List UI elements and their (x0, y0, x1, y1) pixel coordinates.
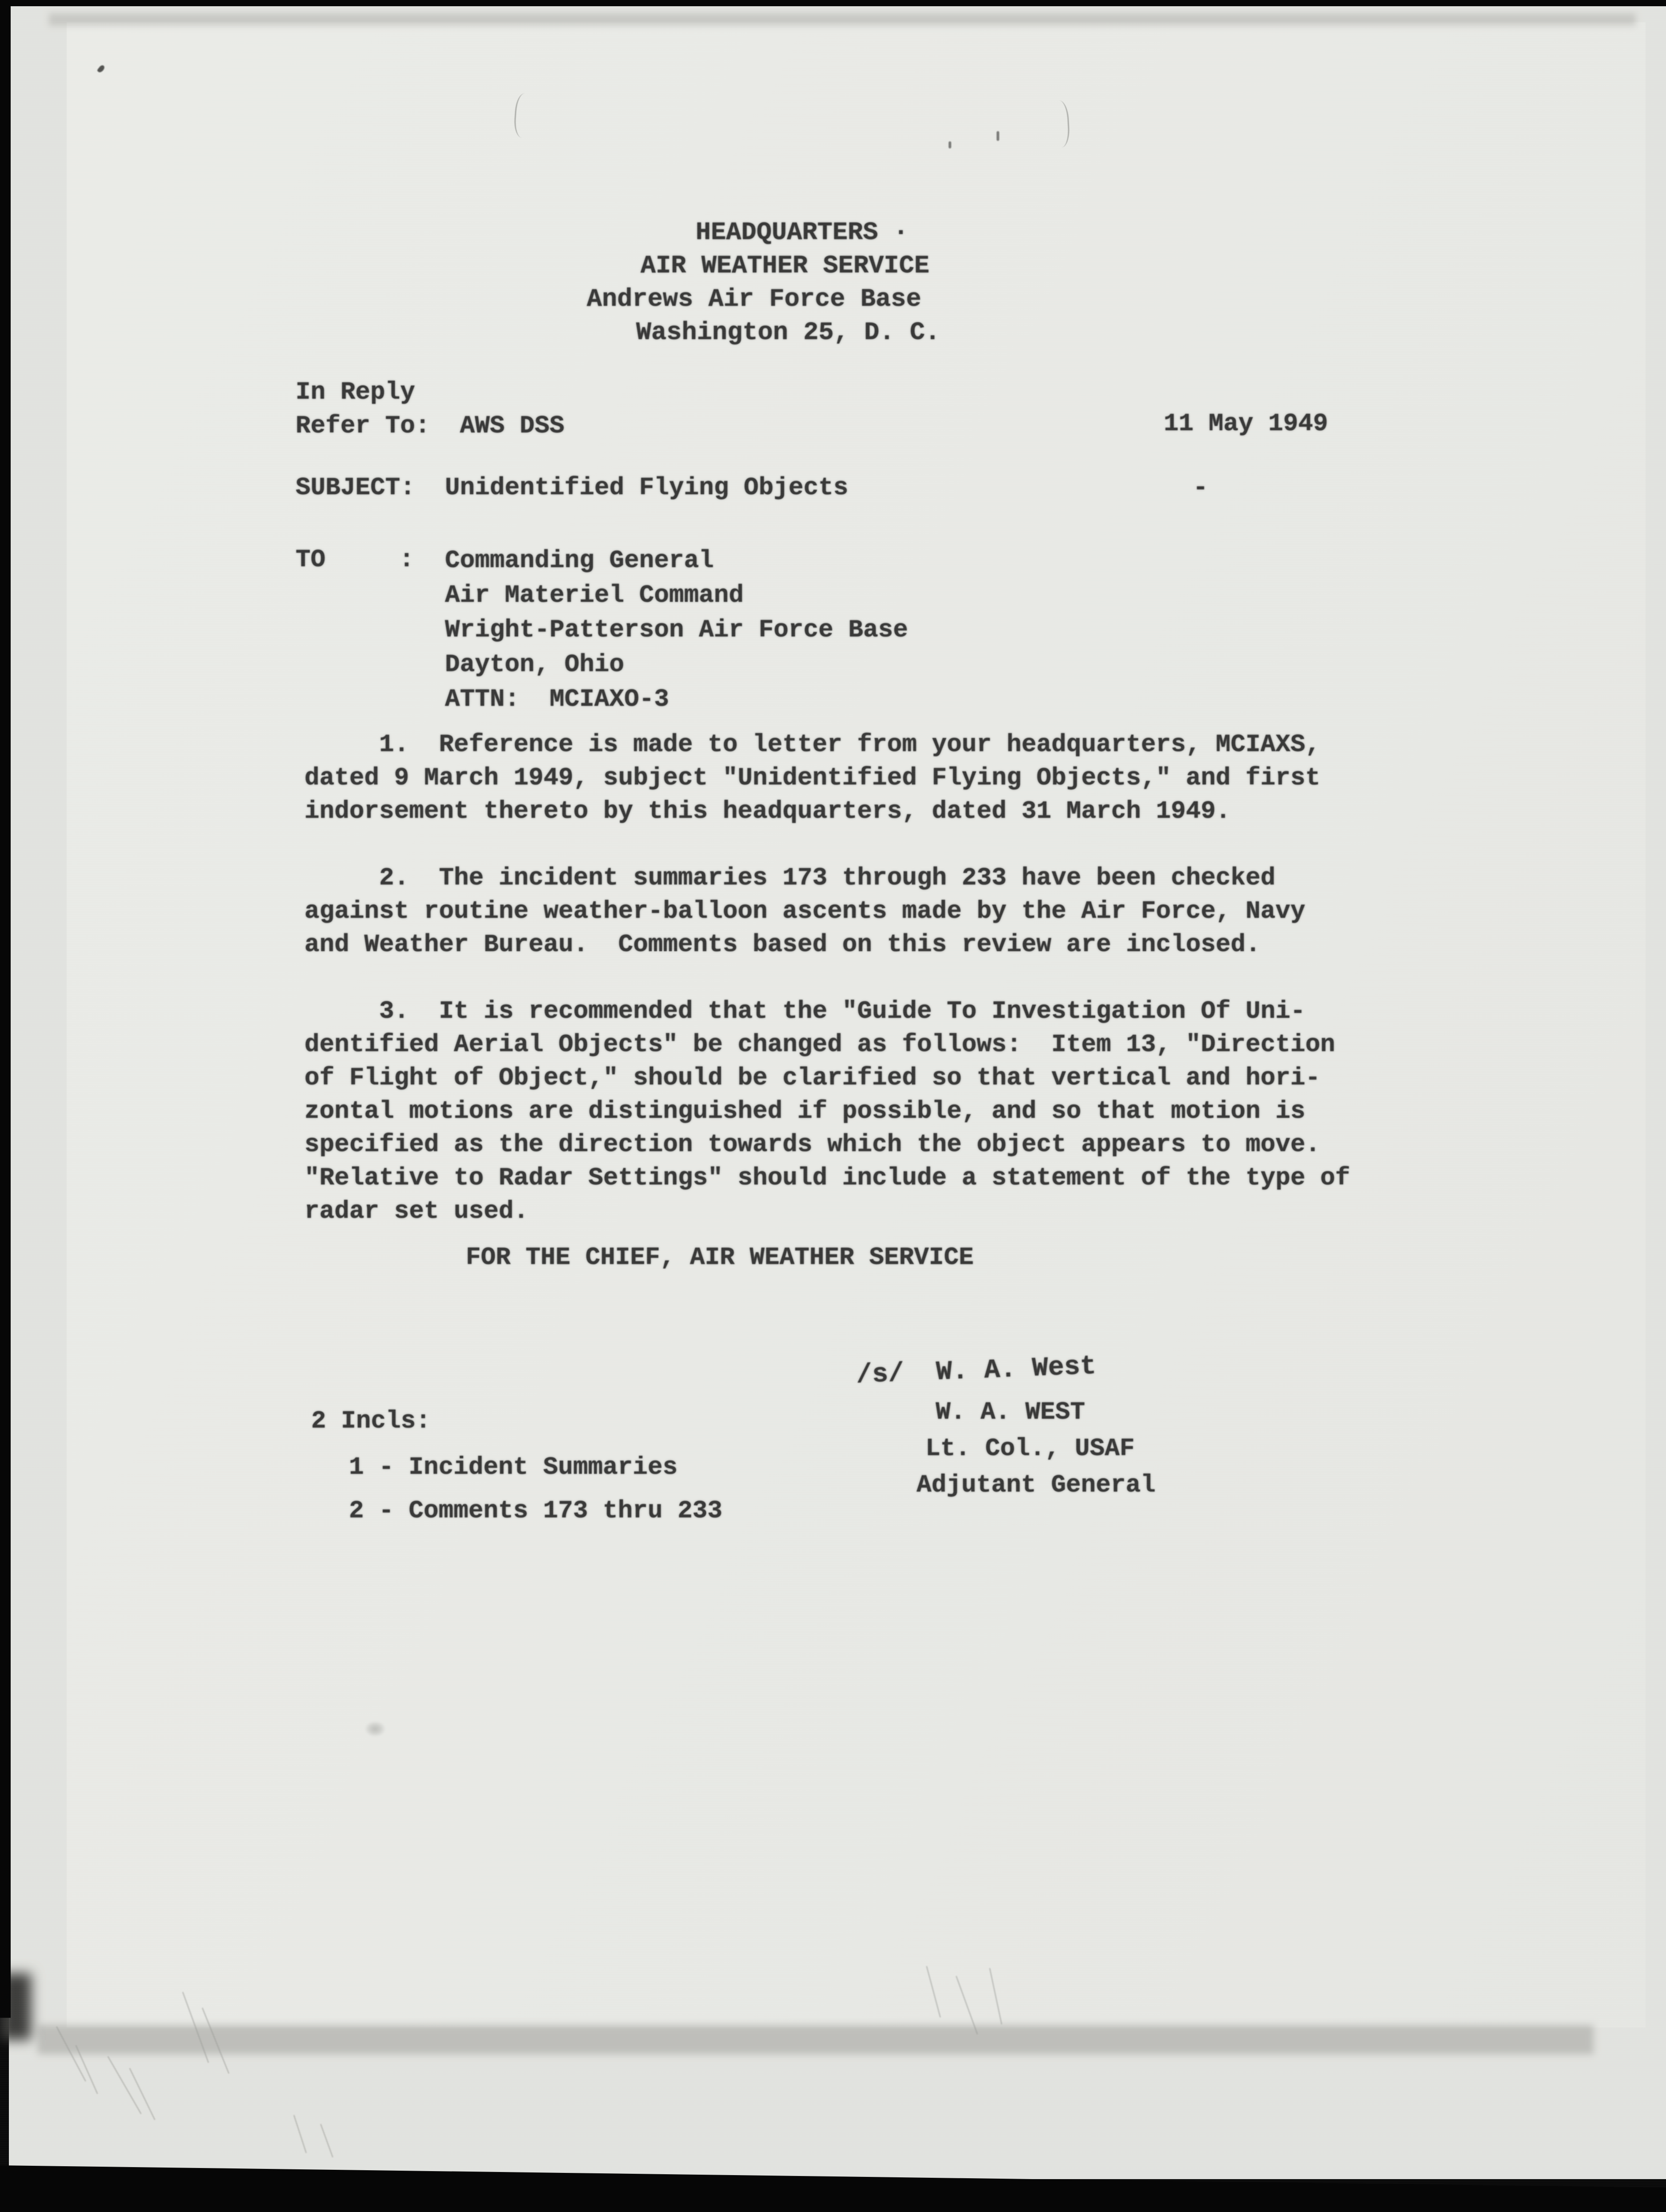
text-line: radar set used. (304, 1197, 529, 1225)
addressee-block (445, 543, 908, 716)
text-line: Air Materiel Command (445, 581, 744, 609)
letterhead-line-4: Washington 25, D. C. (636, 319, 941, 347)
text-line: "Relative to Radar Settings" should include a statement of the type of (304, 1164, 1350, 1192)
to-label: TO (296, 545, 326, 574)
text-line: Commanding General (445, 546, 714, 575)
subject-line: SUBJECT: Unidentified Flying Objects (296, 473, 849, 502)
text-line: ATTN: MCIAXO-3 (445, 685, 669, 713)
closing-line: FOR THE CHIEF, AIR WEATHER SERVICE (466, 1243, 974, 1272)
text-line: 1. Reference is made to letter from your headquarters, MCIAXS, (304, 730, 1321, 759)
scanner-edge-left (0, 0, 11, 2018)
text-line: and Weather Bureau. Comments based on this review are inclosed. (304, 930, 1261, 959)
text-line: zontal motions are distinguished if possible, and so that motion is (304, 1097, 1306, 1125)
text-line: 3. It is recommended that the "Guide To Investigation Of Uni- (304, 997, 1306, 1025)
subject-trailing-dash: - (1193, 473, 1208, 502)
text-line: specified as the direction towards which the object appears to move. (304, 1130, 1321, 1159)
paragraph-2 (304, 861, 1306, 961)
text-line: dentified Aerial Objects" be changed as follows: Item 13, "Direction (304, 1030, 1335, 1059)
scanner-edge-top (0, 0, 1666, 6)
text-line: of Flight of Object," should be clarified so that vertical and hori- (304, 1064, 1321, 1092)
letterhead-line-2: AIR WEATHER SERVICE (641, 252, 929, 280)
text-line: 2. The incident summaries 173 through 233 have been checked (304, 864, 1276, 892)
refer-to-line: Refer To: AWS DSS (296, 412, 565, 440)
in-reply-label: In Reply (296, 378, 415, 406)
date-line: 11 May 1949 (1164, 409, 1328, 438)
to-separator: : (399, 545, 414, 574)
text-line: Dayton, Ohio (445, 650, 625, 679)
text-line: dated 9 March 1949, subject "Unidentified Flying Objects," and first (304, 764, 1321, 792)
paragraph-3 (304, 995, 1350, 1228)
enclosures-heading: 2 Incls: (311, 1407, 431, 1435)
signature-name: W. A. WEST (936, 1398, 1085, 1426)
letterhead-line-3: Andrews Air Force Base (587, 285, 921, 314)
paragraph-1 (304, 728, 1320, 828)
signature-rank: Lt. Col., USAF (925, 1434, 1135, 1463)
text-line: 2 - Comments 173 thru 233 (349, 1496, 723, 1525)
letterhead-line-1: HEADQUARTERS · (696, 219, 909, 247)
signature-title: Adjutant General (917, 1471, 1156, 1499)
enclosures-list (349, 1445, 722, 1532)
text-line: indorsement thereto by this headquarters, dated 31 March 1949. (304, 797, 1231, 825)
text-line: 1 - Incident Summaries (349, 1453, 678, 1481)
signature-signed-line: /s/ W. A. West (855, 1351, 1097, 1391)
text-line: Wright-Patterson Air Force Base (445, 616, 908, 644)
text-line: against routine weather-balloon ascents made by the Air Force, Navy (304, 897, 1306, 925)
